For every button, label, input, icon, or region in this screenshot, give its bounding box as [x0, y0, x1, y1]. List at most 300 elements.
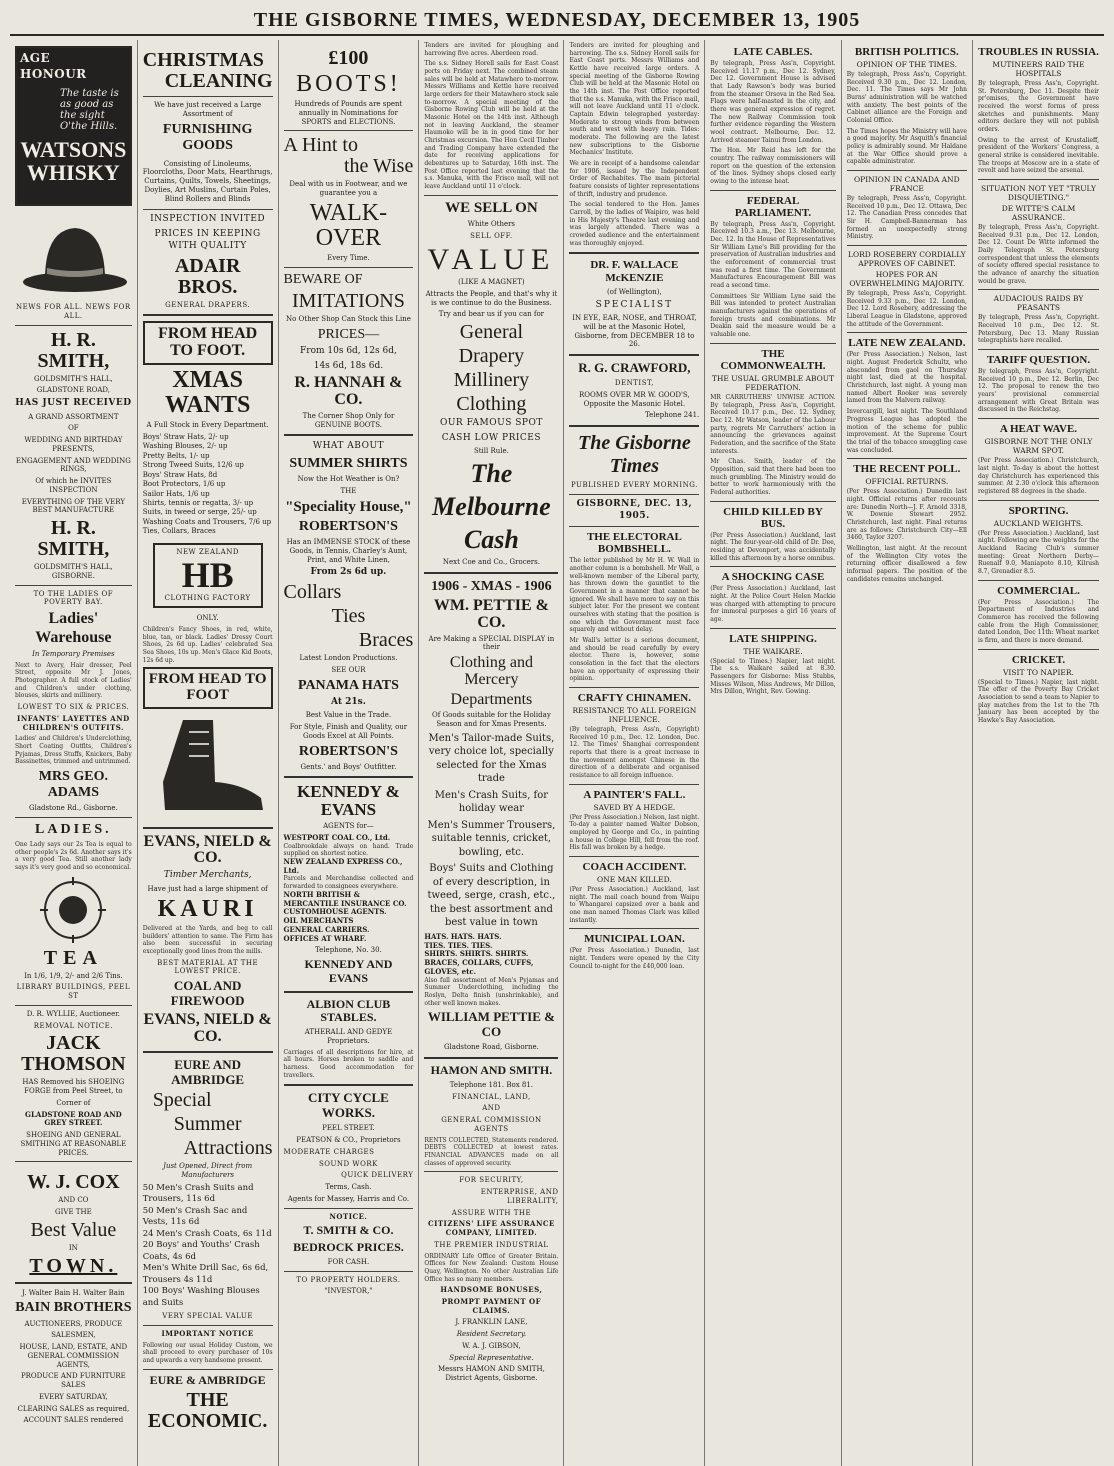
- tea-addr: LIBRARY BUILDINGS, PEEL ST: [16, 983, 131, 1001]
- smith-line-4: Of which he INVITES INSPECTION: [35, 477, 112, 494]
- jack-line-0: HAS Removed his SHOEING FORGE from Peel Street, to: [22, 1078, 125, 1096]
- hb-logo: [153, 543, 263, 608]
- xmas-clean-2: CLEANING: [164, 70, 273, 92]
- xmas-item: Ties, Collars, Braces: [142, 527, 216, 536]
- waikare-body: (Special to Times.) Napier, last night. The s.s. Waikare sailed at 8.30. Passengers for Gisborne: Miss Stubbs, Misses Wilson, Miss Andrews, Mr Dillon, Mrs Dillon, Wright, Rev. Gowing.: [710, 657, 836, 696]
- sporting-headline: SPORTING.: [1008, 504, 1069, 517]
- xmas-item: Washing Blouses, 2/- up: [142, 442, 228, 451]
- eure-ambridge: EURE AND AMBRIDGE: [171, 1056, 245, 1087]
- cox-town: TOWN.: [29, 1254, 118, 1277]
- attractions: Attractions: [183, 1137, 273, 1160]
- evans-mat: BEST MATERIAL AT THE LOWEST PRICE.: [157, 958, 259, 976]
- weights-body: (Per Press Association.) Auckland, last night. Following are the weights for the Auckland Racing Club's summer meeting: Great Northern Derby—Ruenalf 9.0, Maniapoto 8.10, Kilrush 8.7, Grenadier 8.5.: [977, 529, 1100, 575]
- prices-2: 14s 6d, 18s 6d.: [313, 360, 384, 371]
- clothing: Clothing: [456, 393, 527, 416]
- cox-in: IN: [68, 1243, 78, 1252]
- rob-line: Has an IMMENSE STOCK of these Goods, in Tennis, Charley's Aunt, Print, and White Linen,: [286, 538, 411, 564]
- prices-keeping: PRICES IN KEEPING WITH QUALITY: [154, 229, 261, 251]
- weights-sub: AUCKLAND WEIGHTS.: [993, 518, 1084, 528]
- script-the: The: [470, 459, 513, 489]
- security: FOR SECURITY,: [459, 1176, 524, 1185]
- child-headline: CHILD KILLED BY BUS.: [723, 505, 823, 530]
- hamon-and: AND: [482, 1104, 501, 1113]
- bain-line-4: EVERY SATURDAY,: [38, 1392, 108, 1401]
- attr-item: Men's White Drill Sac, 6s 6d, Trousers 4s 11d: [142, 1263, 269, 1285]
- bain-line-3: PRODUCE AND FURNITURE SALES: [20, 1372, 126, 1390]
- investor: "INVESTOR,": [324, 1287, 373, 1296]
- removal: REMOVAL NOTICE.: [33, 1021, 113, 1030]
- hamon-gen: GENERAL COMMISSION AGENTS: [441, 1116, 542, 1133]
- economic: THE ECONOMIC.: [147, 1389, 268, 1433]
- moderate: MODERATE CHARGES: [283, 1147, 375, 1156]
- commonwealth-sub: THE USUAL GRUMBLE ABOUT FEDERATION.: [711, 373, 835, 392]
- hint: A Hint to: [283, 134, 358, 157]
- kennedy-line: WESTPORT COAL CO., Ltd.: [283, 832, 391, 842]
- watsons-brand: WATSONS: [20, 137, 127, 163]
- pettie2-sub: Gladstone Road, Gisborne.: [443, 1043, 539, 1052]
- gibson: W. A. J. GIBSON,: [462, 1341, 521, 1350]
- dateline: GISBORNE, DEC. 13, 1905.: [576, 498, 693, 521]
- smith-sub: GLADSTONE ROAD,: [36, 386, 110, 395]
- tea-title: TEA: [43, 946, 103, 969]
- evans-nield: EVANS, NIELD & CO.: [143, 832, 272, 867]
- peasants-sub: AUDACIOUS RAIDS BY PEASANTS: [993, 294, 1084, 313]
- disquieting-sub: SITUATION NOT YET "TRULY DISQUIETING.": [980, 184, 1096, 203]
- adair-bros: ADAIR BROS.: [174, 254, 241, 298]
- attr-item: 50 Men's Crash Suits and Trousers, 11s 6d: [142, 1182, 254, 1205]
- british-headline: BRITISH POLITICS.: [854, 46, 959, 58]
- pettie-item: Men's Crash Suits, for holiday wear: [434, 789, 549, 815]
- rosebery-body: By telegraph, Press Ass'n, Copyright. Received 9.33 p.m., Dec 12. London, Dec 12. Lord Rosebery, addressing the Liberal League in Gladstone, approved the attitude of the Government.: [846, 290, 967, 328]
- child-body: (Per Press Association.) Auckland, last night. The four-year-old child of Dr. Dee, residing at Devonport, was accidentally killed this afternoon by a horse omnibus.: [710, 531, 836, 562]
- times-title: The Gisborne Times: [577, 432, 691, 478]
- bain-line-6: ACCOUNT SALES rendered: [23, 1416, 124, 1425]
- xmas-clean-1: CHRISTMAS: [142, 49, 264, 71]
- cricket-body: (Special to Times.) Napier, last night. The offer of the Poverty Bay Cricket Association to send a team to Napier to play matches from the 1st to the 7th January has been accepted by the Hawke's Bay Association.: [977, 678, 1100, 724]
- sound-work: SOUND WORK: [319, 1159, 378, 1168]
- hopes-sub: HOPES FOR AN OVERWHELMING MAJORITY.: [849, 270, 965, 289]
- crafty-sub: RESISTANCE TO ALL FOREIGN INFLUENCE.: [572, 706, 697, 724]
- ladies-intro: TO THE LADIES OF POVERTY BAY.: [33, 589, 114, 607]
- next-coe: Next Coe and Co., Grocers.: [442, 558, 540, 567]
- boots-title: BOOTS!: [296, 71, 401, 97]
- head-foot: FROM HEAD TO FOOT.: [143, 321, 273, 365]
- local-notes: The s.s. Sidney Horell sails for East Coast ports on Friday next. The combined steam sales will be held at Matawhero to-morrow. Messrs Williams and Kettle have received large orders for their Matawhero stock sale to-morrow. A special meeting of the Gisborne Rowing Club will be held at the Masonic Hotel on the 14th inst. Although not in leaving Auckland, the steamer Haumoko will be in in good time for her Christmas excursion. The Hon Cecil Timber and Trading Company have extended the date for receiving applications for debentures up to Saturday, 16th inst. The Post Office reported last evening that the s.s. Manuka, with the Frisco mail, will not leave Auckland until 11 o'clock.: [424, 60, 559, 191]
- hamon-tel: Telephone 181. Box 81.: [449, 1080, 534, 1089]
- robertson: ROBERTSON'S: [298, 519, 398, 534]
- latest: Latest London Productions.: [299, 654, 398, 663]
- commercial-headline: COMMERCIAL.: [997, 584, 1080, 597]
- sell-on: WE SELL ON: [445, 199, 538, 216]
- kennedy-line: CUSTOMHOUSE AGENTS.: [283, 907, 387, 917]
- column-4: Tenders are invited for ploughing and harrowing five acres. Aberdeen road. The s.s. Sidney Horell sails for East Coast ports on Friday next. The combined steam sales will be held at Matawhero to-morrow. Messrs Williams and Kettle have received large orders for their Matawhero stock sale to-morrow. A special meeting of the Gisborne Rowing Club will be held at the Masonic Hotel on the 14th inst. Although not in leaving Auckland, the steamer Haumoko will be in in good time for her Christmas excursion. The Hon Cecil Timber and Trading Company have extended the date for receiving applications for debentures up to Saturday, 16th inst. The Post Office reported last evening that the s.s. Manuka, with the Frisco mail, will not leave Auckland until 11 o'clock. WE SELL ON White Others SELL OFF. VALUE (LIKE A MAGNET) Attracts the People, and that's why it is we continue to do the Business. Try and bear us if you can for General Drapery Millinery Clothing OUR FAMOUS SPOT CASH LOW PRICES Still Rule. The Melbourne Cash Next Coe and Co., Grocers. 1906 - XMAS - 1906 WM. PETTIE & CO. Are Making a SPECIAL DISPLAY in their Clothing and Mercery Departments Of Goods suitable for the Holiday Season and for Xmas Presents. Men's Tailor-made Suits, very choice lot, specially selected for the Xmas trade Men's Crash Suits, for holiday wear Men's Summer Trousers, suitable tennis, cricket, bowling, etc. Boys' Suits and Clothing of every description, in tweed, serge, crash, etc., the best assortment and best value in town HATS. HATS. HATS. TIES. TIES. TIES. SHIRTS. SHIRTS. SHIRTS. BRACES, COLLARS, CUFFS, GLOVES, etc. Also full assortment of Men's Pyjamas and Summer Underclothing, including the Roslyn, Delta finish (unshrinkable), and other well known makes. WILLIAM PETTIE & CO Gladstone Road, Gisborne. HAMON AND SMITH. Telephone 181. Box 81. FINANCIAL, LAND, AND GENERAL COMMISSION AGENTS RENTS COLLECTED, Statements rendered. DEBTS COLLECTED at lowest rates. FINANCIAL ADVANCES made on all classes of approved security. FOR SECURITY, ENTERPRISE, AND LIBERALITY, ASSURE WITH THE CITIZENS' LIFE ASSURANCE COMPANY, LIMITED. THE PREMIER INDUSTRIAL ORDINARY Life Office of Greater Britain. Offices for New Zealand: Custom House Quay, Wellington. No other Australian Life Office has so many members. HANDSOME BONUSES, PROMPT PAYMENT OF CLAIMS. J. FRANKLIN LANE, Resident Secretary. W. A. J. GIBSON, Special Representative. Messrs HAMON AND SMITH, District Agents, Gisborne.: [419, 40, 564, 1466]
- attr-item: 50 Men's Crash Sac and Vests, 11s 6d: [142, 1205, 248, 1228]
- mckenzie: DR. F. WALLACE McKENZIE: [590, 259, 679, 285]
- poll-sub: OFFICIAL RETURNS.: [865, 477, 949, 487]
- gibson-sub: Special Representative.: [449, 1353, 534, 1362]
- style: For Style, Finish and Quality, our Goods Excel at All Points.: [289, 723, 408, 740]
- heat-body: (Per Press Association.) Christchurch, last night. To-day is about the hottest day Christchurch has experienced this summer. At 2.30 o'clock this afternoon registered 88 degrees in the shade.: [977, 457, 1100, 495]
- xmas-wants: XMAS WANTS: [164, 366, 251, 419]
- kauri: KAURI: [157, 895, 258, 922]
- furnishing-intro: We have just received a Large Assortment of: [154, 101, 262, 118]
- coal-firewood: COAL AND FIREWOOD: [170, 978, 245, 1009]
- column-5: Tenders are invited for ploughing and harrowing. The s.s. Sidney Horell sails for East Coast ports. Messrs Williams and Kettle have received large orders. A special meeting of the Gisborne Rowing Club will be held at the Masonic Hotel on the 14th inst. The Post Office reported that the s.s. Manuka, with the Frisco mail, will not leave Auckland until 11 o'clock. Captain Edwin telegraphed yesterday: Moderate to strong winds from between south and west with heavy rain. Tides: moderate. The following are the latest new subscriptions to the Gisborne Mechanics' Institute. We are in receipt of a handsome calendar for 1906, issued by the Independent Order of Rechabites. The main pictorial feature consists of lighter representations of thrift, industry and prudence. The social tendered to the Hon. James Carroll, by the ladies of Waipiro, was held in His Majesty's Theatre last evening and was largely attended. There was a crowded audience and the entertainment was thoroughly enjoyed. DR. F. WALLACE McKENZIE (of Wellington), SPECIALIST IN EYE, EAR, NOSE, and THROAT, will be at the Masonic Hotel, Gisborne, from DECEMBER 18 to 26. R. G. CRAWFORD, DENTIST, ROOMS OVER MR W. GOOD'S, Opposite the Masonic Hotel. Telephone 241. The Gisborne Times PUBLISHED EVERY MORNING. GISBORNE, DEC. 13, 1905. THE ELECTORAL BOMBSHELL. The letter published by Mr H. W. Wall in another column is a bombshell. Mr Wall, a well-known member of the Liberal party, has thrown down the gauntlet to the Government in a manner that cannot be ignored. We shall have more to say on this subject later. For the present we content ourselves with stating that the position is one which the Government must face squarely and without delay. Mr Wall's letter is a serious document, and should be read carefully by every elector. There is, however, some consolation in the fact that the electors have an opportunity of expressing their opinion. CRAFTY CHINAMEN. RESISTANCE TO ALL FOREIGN INFLUENCE. (By telegraph, Press Ass'n, Copyright) Received 10 p.m., Dec. 12. London, Dec. 12. The Times' Shanghai correspondent reports that there is a great increase in the movement amongst Chinese in the direction of a deliberate and organised resistance to all foreign influence. A PAINTER'S FALL. SAVED BY A HEDGE. (Per Press Association.) Nelson, last night. To-day a painter named Walter Dobson, employed by George and Co., in painting a house in College Hill, fell from the roof. His fall was broken by a hedge. COACH ACCIDENT. ONE MAN KILLED. (Per Press Association.) Auckland, last night. The mail coach bound from Waipu to Whangarei capsized over a bank and one man named Thomas Clark was killed instantly. MUNICIPAL LOAN. (Per Press Association.) Dunedin, last night. Tenders were opened by the City Council to-night for the £40,000 loan.: [564, 40, 705, 1466]
- watsons-product: WHISKY: [26, 160, 120, 186]
- smith-line-0: A GRAND ASSORTMENT: [28, 412, 119, 421]
- xmas-item: Suits, in tweed or serge, 25/- up: [142, 508, 257, 517]
- braces: Braces: [358, 629, 414, 652]
- ladies-sub: In Temporary Premises: [32, 649, 115, 658]
- smith-addr: GOLDSMITH'S HALL,: [34, 374, 113, 383]
- column-7: BRITISH POLITICS. OPINION OF THE TIMES. By telegraph, Press Ass'n, Copyright. Received 9.30 p.m., Dec 12. London, Dec. 11. The Times says Mr John Burns' administration will be watched with anxiety. The best points of the Cabinet alliance are the Foreign and Colonial Office. The Times hopes the Ministry will have a good majority. Mr Asquith's financial policy is admirably sound. Mr Haldane at the War Office should prove a capable administrator. OPINION IN CANADA AND FRANCE By telegraph, Press Ass'n, Copyright. Received 10 p.m., Dec 12. Ottawa, Dec 12. The Canadian Press concedes that Sir H. Campbell-Bannerman has formed an unexpectedly strong Ministry. LORD ROSEBERY CORDIALLY APPROVES OF CABINET. HOPES FOR AN OVERWHELMING MAJORITY. By telegraph, Press Ass'n, Copyright. Received 9.33 p.m., Dec 12. London, Dec 12. Lord Rosebery, addressing the Liberal League in Gladstone, approved the attitude of the Government. LATE NEW ZEALAND. (Per Press Association.) Nelson, last night. August Frederick Schultz, who absconded from gaol on Thursday night last, died at the hospital. Christchurch, last night. A young man named Albert Rooker was severely lamed from the Malvern railway. Invercargill, last night. The Southland Progress League has adopted the motion of the scheme for public improvement. At the Supreme Court the trial of the tobacco smuggling case was concluded. THE RECENT POLL. OFFICIAL RETURNS. (Per Press Association.) Dunedin last night. Official returns after recounts are: Dunedin North—J. F. Arnold 3318, W. Downie Stewart 2952. Christchurch, last night. Final returns are as follows: Christchurch City—Ell 3460, Taylor 3207. Wellington, last night. At the recount of the Wellington City votes the returning officer disallowed a few informal papers. The position of the candidates remains unchanged.: [842, 40, 973, 1466]
- shirts-q: WHAT ABOUT: [312, 441, 385, 452]
- bowler-hat-image: [15, 210, 132, 300]
- xmas-item: Boys' Straw Hats, 2/- up: [142, 432, 229, 441]
- hamon-fin: FINANCIAL, LAND,: [452, 1092, 531, 1101]
- prompt: PROMPT PAYMENT OF CLAIMS.: [441, 1296, 542, 1315]
- summer-shirts: SUMMER SHIRTS: [289, 456, 408, 472]
- liberality: LIBERALITY,: [506, 1196, 559, 1205]
- wyllie: D. R. WYLLIE, Auctioneer.: [26, 1009, 121, 1018]
- hb-top: NEW ZEALAND: [176, 547, 239, 556]
- notice: NOTICE.: [329, 1211, 368, 1221]
- pettie-2: WILLIAM PETTIE & CO: [427, 1009, 555, 1040]
- cox: W. J. COX: [27, 1171, 120, 1194]
- terms: Terms, Cash.: [325, 1183, 372, 1192]
- xmas-item: Pretty Belts, 1/- up: [142, 451, 210, 460]
- smith-addr-2: GOLDSMITH'S HALL, GISBORNE.: [34, 563, 113, 580]
- tenders: Tenders are invited for ploughing and harrowing five acres. Aberdeen road.: [424, 42, 559, 57]
- prices: PRICES—: [317, 326, 380, 342]
- ladies-title: Ladies' Warehouse: [35, 610, 112, 646]
- kennedy-2: KENNEDY AND EVANS: [304, 957, 393, 985]
- hb-sub: CLOTHING FACTORY: [164, 594, 251, 603]
- script-cash: Cash: [463, 525, 519, 555]
- smith-name-2: H. R. SMITH,: [37, 517, 110, 561]
- panama: PANAMA HATS: [297, 677, 399, 693]
- ties: Ties: [331, 605, 366, 628]
- bain-line-0: AUCTIONEERS, PRODUCE: [24, 1319, 123, 1328]
- xmas-item: Shirts, tennis or regatta, 3/- up: [142, 499, 254, 508]
- pettie-dept: Clothing and Mercery: [449, 654, 533, 688]
- hat-icon: [15, 210, 135, 300]
- attr-intro: Just Opened, Direct from Manufacturers: [163, 1162, 253, 1180]
- kennedy-line: OFFICES AT WHARF.: [283, 933, 367, 943]
- kennedy-line: GENERAL CARRIERS.: [283, 924, 370, 934]
- crawford-addr: ROOMS OVER MR W. GOOD'S, Opposite the Masonic Hotel.: [579, 390, 690, 408]
- canada-sub: OPINION IN CANADA AND FRANCE: [854, 175, 960, 194]
- mckenzie-sub: (of Wellington),: [607, 287, 662, 296]
- pettie-list: [424, 732, 558, 930]
- cash-low: CASH LOW PRICES: [441, 432, 542, 443]
- lane: J. FRANKLIN LANE,: [455, 1318, 528, 1327]
- kennedy-line: NORTH BRITISH & MERCANTILE INSURANCE CO.: [283, 889, 407, 908]
- bain-line-2: HOUSE, LAND, ESTATE, AND GENERAL COMMISSION AGENTS,: [19, 1343, 128, 1369]
- furnishing-list: Consisting of Linoleums, Floorcloths, Door Mats, Hearthrugs, Curtains, Quilts, Towels, Sheetings, Doylies, Art Muslins, Curtain Poles, Blind Rollers and Blinds: [142, 159, 273, 203]
- troubles-headline: TROUBLES IN RUSSIA.: [978, 46, 1099, 58]
- quick-delivery: QUICK DELIVERY: [341, 1171, 414, 1180]
- still: Still Rule.: [473, 447, 509, 456]
- pettie-year: 1906 - XMAS - 1906: [431, 578, 552, 594]
- commonwealth-headline: THE COMMONWEALTH.: [720, 347, 826, 372]
- enterprise: ENTERPRISE, AND: [480, 1188, 559, 1197]
- property: TO PROPERTY HOLDERS.: [296, 1275, 401, 1284]
- kennedy: KENNEDY & EVANS: [297, 782, 400, 820]
- poll-headline: THE RECENT POLL.: [853, 463, 961, 476]
- smith-name: H. R. SMITH,: [37, 328, 110, 372]
- xmas-wants-sub: A Full Stock in Every Department.: [146, 421, 269, 430]
- evans-nield-2: EVANS, NIELD & CO.: [143, 1010, 272, 1045]
- adair-sub: GENERAL DRAPERS.: [165, 300, 251, 309]
- specialist: SPECIALIST: [595, 299, 674, 310]
- column-3: £100 BOOTS! Hundreds of Pounds are spent annually in Nominations for SPORTS and ELECTIONS. A Hint to the Wise Deal with us in Footwear, and we guarantee you a WALK-OVER Every Time. BEWARE OF IMITATIONS No Other Shop Can Stock this Line PRICES— From 10s 6d, 12s 6d, 14s 6d, 18s 6d. R. HANNAH & CO. The Corner Shop Only for GENUINE BOOTS. WHAT ABOUT SUMMER SHIRTS Now the Hot Weather is On? THE "Speciality House," ROBERTSON'S Has an IMMENSE STOCK of these Goods, in Tennis, Charley's Aunt, Print, and White Linen, From 2s 6d up. Collars Ties Braces Latest London Productions. SEE OUR PANAMA HATS At 21s. Best Value in the Trade. For Style, Finish and Quality, our Goods Excel at All Points. ROBERTSON'S Gents.' and Boys' Outfitter. KENNEDY & EVANS AGENTS for— WESTPORT COAL CO., Ltd. Coalbrookdale always on hand. Trade supplied on shortest notice. NEW ZEALAND EXPRESS CO., Ltd. Parcels and Merchandise collected and forwarded to consignees everywhere. NORTH BRITISH & MERCANTILE INSURANCE CO. CUSTOMHOUSE AGENTS. OIL MERCHANTS GENERAL CARRIERS. OFFICES AT WHARF. Telephone, No. 30. KENNEDY AND EVANS ALBION CLUB STABLES. ATHERALL AND GEDYE Proprietors. Carriages of all descriptions for hire, at all hours. Horses broken to saddle and harness. Good accommodation for travellers. CITY CYCLE WORKS. PEEL STREET. PEATSON & CO., Proprietors MODERATE CHARGES SOUND WORK QUICK DELIVERY Terms, Cash. Agents for Massey, Harris and Co. NOTICE. T. SMITH & CO. BEDROCK PRICES. FOR CASH. TO PROPERTY HOLDERS. "INVESTOR,": [279, 40, 420, 1466]
- cricket-sub: VISIT TO NAPIER.: [1003, 667, 1074, 677]
- hot-weather: Now the Hot Weather is On?: [297, 475, 400, 484]
- electoral-headline: THE ELECTORAL BOMBSHELL.: [586, 531, 682, 556]
- massey: Agents for Massey, Harris and Co.: [287, 1194, 410, 1203]
- column-1: AGE HONOUR The taste is as good as the sight O'the Hills. WATSONS WHISKY NEWS FOR ALL. NEWS FOR ALL. H. R. SMITH, GOLDSMITH'S HALL, GLADSTONE ROAD, HAS JUST RECEIVED A GRAND ASSORTMENT OF WEDDING AND BIRTHDAY PRESENTS, ENGAGEMENT AND WEDDING RINGS, Of which he INVITES INSPECTION EVERYTHING OF THE VERY BEST MANUFACTURE H. R. SMITH, GOLDSMITH'S HALL, GISBORNE. TO THE LADIES OF POVERTY BAY. Ladies' Warehouse In Temporary Premises Next to Avery, Hair dresser, Peel Street, opposite Mr J. Jones, Photographer. A full stock of Ladies' and Children's under clothing, blouses, skirts and millinery. LOWEST TO SIX & PRICES. INFANTS' LAYETTES AND CHILDREN'S OUTFITS. Ladies' and Children's Underclothing, Short Coating Outfits, Children's Pyjamas, Dress Stuffs, Knickers, Baby Bassinettes, trimmed and untrimmed. MRS GEO. ADAMS Gladstone Rd., Gisborne. LADIES. One Lady says our 2s Tea is equal to other people's 2s 6d. Another says it's a very good Tea. Still another lady says it's very good and so economical. TEA In 1/6, 1/9, 2/- and 2/6 Tins. LIBRARY BUILDINGS, PEEL ST D. R. WYLLIE, Auctioneer. REMOVAL NOTICE. JACK THOMSON HAS Removed his SHOEING FORGE from Peel Street, to Corner of GLADSTONE ROAD AND GREY STREET. SHOEING AND GENERAL SMITHING AT REASONABLE PRICES. W. J. COX AND CO GIVE THE Best Value IN TOWN. J. Walter Bain H. Walter Bain BAIN BROTHERS AUCTIONEERS, PRODUCE SALESMEN, HOUSE, LAND, ESTATE, AND GENERAL COMMISSION AGENTS, PRODUCE AND FURNITURE SALES EVERY SATURDAY, CLEARING SALES as required, ACCOUNT SALES rendered: [10, 40, 138, 1466]
- evans-sub: Timber Merchants,: [163, 870, 252, 881]
- coach-sub: ONE MAN KILLED.: [597, 875, 672, 885]
- agents: Messrs HAMON AND SMITH, District Agents, Gisborne.: [437, 1365, 545, 1383]
- cox-line-1: GIVE THE: [55, 1208, 92, 1217]
- ladies-2: LADIES.: [35, 821, 112, 837]
- cycle: CITY CYCLE WORKS.: [308, 1090, 389, 1121]
- kennedy-tel: Telephone, No. 30.: [315, 946, 382, 955]
- eure-ambridge-2: EURE & AMBRIDGE: [149, 1372, 266, 1387]
- bain-line-1: SALESMEN,: [51, 1331, 96, 1340]
- crawford-sub: DENTIST,: [614, 379, 654, 388]
- heat-headline: A HEAT WAVE.: [999, 423, 1078, 436]
- bain: BAIN BROTHERS: [15, 1300, 132, 1316]
- watsons-honour: HONOUR: [20, 66, 87, 81]
- crawford-tel: Telephone 241.: [644, 411, 700, 420]
- millinery: Millinery: [453, 369, 530, 392]
- commonwealth-body: MR CARRUTHERS' UNWISE ACTION. By telegraph, Press Ass'n, Copyright. Received 10.17 p.m., Dec. 12. Sydney, Dec 12. Mr Watson, leader of the Labour party, regrets Mr Carruthers' action in announcing the grievances against Federation, and the sacrifice of the State interests.: [710, 393, 836, 455]
- hat-caption: NEWS FOR ALL. NEWS FOR ALL.: [16, 303, 131, 320]
- columns: [10, 40, 1104, 1466]
- panama-val: Best Value in the Trade.: [305, 711, 392, 720]
- bain-line-5: CLEARING SALES as required,: [17, 1404, 130, 1413]
- sell-off: SELL OFF.: [470, 231, 513, 240]
- rob-price: From 2s 6d up.: [310, 567, 387, 578]
- boots-price: £100: [328, 47, 369, 69]
- xmas-item: Strong Tweed Suits, 12/6 up: [142, 461, 244, 470]
- adams-addr: Gladstone Rd., Gisborne.: [28, 804, 118, 813]
- head-foot-2: FROM HEAD TO FOOT: [143, 667, 273, 709]
- hats: HATS. HATS. HATS.: [424, 931, 502, 941]
- watsons-tagline: The taste is as good as the sight O'the Hills.: [60, 88, 119, 133]
- see-our: SEE OUR: [331, 665, 366, 674]
- xmas-list: [143, 433, 273, 537]
- special: Special: [152, 1089, 212, 1112]
- magnet: (LIKE A MAGNET): [458, 278, 525, 287]
- attr-list: [143, 1183, 273, 1309]
- albion: ALBION CLUB STABLES.: [306, 996, 391, 1025]
- poll-body: (Per Press Association.) Dunedin last night. Official returns after recounts are: Dunedin North—J. F. Arnold 3318, W. Downie Stewart 2952. Christchurch, last night. Final returns are as follows: Christchurch City—Ell 3460, Taylor 3207.: [846, 488, 967, 542]
- hamon: HAMON AND SMITH.: [430, 1063, 553, 1078]
- loan-body: (Per Press Association.) Dunedin, last night. Tenders were opened by the City Council to-night for the £40,000 loan.: [569, 947, 700, 970]
- mutineers-sub: MUTINEERS RAID THE HOSPITALS: [992, 60, 1085, 78]
- adams: MRS GEO. ADAMS: [38, 769, 108, 801]
- tea-prices: In 1/6, 1/9, 2/- and 2/6 Tins.: [24, 971, 123, 980]
- premier: THE PREMIER INDUSTRIAL: [434, 1240, 549, 1249]
- watsons-ad: [15, 46, 132, 206]
- painter-sub: SAVED BY A HEDGE.: [593, 802, 676, 812]
- coach-body: (Per Press Association.) Auckland, last night. The mail coach bound from Waipu to Whangarei capsized over a bank and one man named Thomas Clark was killed instantly.: [569, 886, 700, 924]
- published: PUBLISHED EVERY MORNING.: [570, 481, 698, 490]
- hannah: R. HANNAH & CO.: [294, 374, 403, 409]
- brocks-sub: FOR CASH.: [327, 1257, 370, 1266]
- every-time: Every Time.: [327, 254, 370, 263]
- boots-sub: Hundreds of Pounds are spent annually in Nominations for SPORTS and ELECTIONS.: [294, 100, 403, 126]
- cycle-sub: PEEL STREET.: [322, 1124, 375, 1133]
- british-body: By telegraph, Press Ass'n, Copyright. Received 9.30 p.m., Dec 12. London, Dec. 11. The Times says Mr John Burns' administration will be watched with anxiety. The best points of the Cabinet alliance are the Foreign and Colonial Office.: [846, 71, 967, 125]
- rosebery-sub: LORD ROSEBERY CORDIALLY APPROVES OF CABINET.: [847, 250, 966, 269]
- painter-headline: A PAINTER'S FALL.: [583, 788, 686, 801]
- cox-value: Best Value: [30, 1218, 117, 1241]
- xmas-item: Boot Protectors, 1/6 up: [142, 480, 226, 489]
- hb-only: ONLY.: [196, 614, 219, 623]
- electoral-body: The letter published by Mr H. W. Wall in another column is a bombshell. Mr Wall, a well-known member of the Liberal party, has thrown down the gauntlet to the Government in a manner that cannot be ignored. We shall have more to say on this subject later. For the present we content ourselves with stating that the position is one which the Government must face squarely and without delay.: [569, 557, 700, 634]
- waikare-sub: THE WAIKARE.: [743, 646, 803, 656]
- famous: OUR FAMOUS SPOT: [439, 418, 543, 429]
- witte-sub: DE WITTE'S CALM ASSURANCE.: [1001, 204, 1076, 223]
- peasants-body: By telegraph, Press Ass'n, Copyright. Received 10 p.m., Dec 12. St. Petersburg, Dec 13. Many Russian telegraphists have recalled.: [977, 314, 1100, 345]
- sun-emblem-icon: [38, 875, 108, 945]
- inspection: INSPECTION INVITED: [150, 214, 266, 225]
- boot-image: [143, 712, 273, 822]
- tariff-body: By telegraph, Press Ass'n, Copyright. Received 10 p.m., Dec 12. Berlin, Dec 12. The proposal to renew the two years' provisional commercial arrangement with Great Britain was discussed in the Reichstag.: [977, 368, 1100, 414]
- crawford: R. G. CRAWFORD,: [578, 360, 691, 376]
- late-nz-headline: LATE NEW ZEALAND.: [848, 337, 966, 350]
- smith-line-2: WEDDING AND BIRTHDAY PRESENTS,: [24, 436, 123, 453]
- pettie-item: Men's Summer Trousers, suitable tennis, cricket, bowling, etc.: [427, 819, 556, 858]
- try: Try and bear us if you can for: [438, 310, 545, 319]
- citizens: CITIZENS' LIFE ASSURANCE COMPANY, LIMITED.: [428, 1219, 555, 1238]
- value: VALUE: [427, 242, 556, 276]
- cox-line-0: AND CO: [58, 1196, 89, 1205]
- smith-line-5: EVERYTHING OF THE VERY BEST MANUFACTURE: [21, 497, 125, 515]
- xmas-item: Sailor Hats, 1/6 up: [142, 489, 210, 498]
- kennedy-line: OIL MERCHANTS: [283, 916, 354, 926]
- federal-headline: FEDERAL PARLIAMENT.: [734, 194, 812, 219]
- walkover: WALK-OVER: [309, 199, 388, 252]
- evans-line: Have just had a large shipment of: [147, 884, 268, 893]
- ties-2: TIES. TIES. TIES.: [424, 940, 493, 950]
- attracts: Attracts the People, and that's why it is we continue to do the Business.: [425, 289, 558, 307]
- imitations: IMITATIONS: [292, 290, 405, 313]
- jack-line-1: Corner of: [56, 1098, 91, 1107]
- cycle-name: PEATSON & CO., Proprietors: [296, 1136, 401, 1145]
- pettie-item: Men's Tailor-made Suits, very choice lot, specially selected for the Xmas trade: [428, 732, 555, 785]
- summer: Summer: [173, 1113, 242, 1136]
- furnishing-title: FURNISHING GOODS: [162, 121, 253, 153]
- attr-value: VERY SPECIAL VALUE: [162, 1312, 253, 1321]
- heat-sub: GISBORNE NOT THE ONLY WARM SPOT.: [984, 437, 1093, 456]
- cricket-headline: CRICKET.: [1011, 653, 1066, 666]
- crafty-body: (By telegraph, Press Ass'n, Copyright) Received 10 p.m., Dec. 12. London, Dec. 12. The Times' Shanghai correspondent reports that there is a great increase in the movement amongst Chinese in the direction of a deliberate and organised resistance to all foreign influence.: [569, 726, 700, 780]
- other-shop: No Other Shop Can Stock this Line: [285, 315, 411, 324]
- attr-item: 20 Boys' and Youths' Crash Coats, 4s 6d: [142, 1240, 260, 1262]
- attr-item: 24 Men's Crash Coats, 6s 11d: [142, 1228, 272, 1239]
- the-label: THE: [340, 487, 357, 495]
- cables-body: By telegraph, Press Ass'n, Copyright. Received 11.17 p.m., Dec 12. Sydney, Dec 12. Government House is advised that Lady Rawson's body was buried from the steamer Orsova in the Red Sea. Flags were half-masted in the city, and there was general expression of regret. The new Railway Commission took further evidence regarding the Western wool contract. Melbourne, Dec. 12. Arrived steamer Tainui from London.: [710, 60, 836, 144]
- commercial-body: (Per Press Association.) The Department of Industries and Commerce has received the following cable from the High Commissioner, dated London, Dec 11th: Wheat market is firm, and there is more demand.: [977, 598, 1100, 644]
- handsome: HANDSOME BONUSES,: [440, 1285, 543, 1295]
- column-6: LATE CABLES. By telegraph, Press Ass'n, Copyright. Received 11.17 p.m., Dec 12. Sydney, Dec 12. Government House is advised that Lady Rawson's body was buried from the steamer Orsova in the Red Sea. Flags were half-masted in the city, and there was general expression of regret. The new Railway Commission took further evidence regarding the Western wool contract. Melbourne, Dec. 12. Arrived steamer Tainui from London. The Hon. Mr Reid has left for the country. The railway commissioners will report on the question of the extension of the lines. Sydney shops closed early owing to the intense heat. FEDERAL PARLIAMENT. By telegraph, Press Ass'n, Copyright. Received 10.3 a.m., Dec 13. Melbourne, Dec. 12. In the House of Representatives Sir William Lyne's Bill providing for the preservation of Australian industries and the enforcement of commercial trust was read a first time. The Government Manufactures Encouragement Bill was read a second time. Committees Sir William Lyne said the Bill was intended to protect Australian manufacturers against the operations of foreign trusts and combinations. Mr Deakin said the measure would be a valuable one. THE COMMONWEALTH. THE USUAL GRUMBLE ABOUT FEDERATION. MR CARRUTHERS' UNWISE ACTION. By telegraph, Press Ass'n, Copyright. Received 10.17 p.m., Dec. 12. Sydney, Dec 12. Mr Watson, leader of the Labour party, regrets Mr Carruthers' action in announcing the grievances against Federation, and the sacrifice of the State interests. Mr Chas. Smith, leader of the Opposition, said that there had been too much grumbling. The Ministry would do better to work harmoniously with the Federal authorities. CHILD KILLED BY BUS. (Per Press Association.) Auckland, last night. The four-year-old child of Dr. Dee, residing at Devonport, was accidentally killed this afternoon by a horse omnibus. A SHOCKING CASE (Per Press Association.) Auckland, last night. At the Police Court Helen Mackie was charged with attempting to procure for immoral purposes a girl 16 years of age. LATE SHIPPING. THE WAIKARE. (Special to Times.) Napier, last night. The s.s. Waikare sailed at 8.30. Passengers for Gisborne: Miss Stubbs, Misses Wilson, Miss Andrews, Mr Dillon, Mrs Dillon, Wright, Rev. Gowing.: [705, 40, 841, 1466]
- xmas-item: Washing Coats and Trousers, 7/6 up: [142, 517, 272, 526]
- wise: the Wise: [343, 155, 414, 178]
- late-cables-headline: LATE CABLES.: [733, 46, 813, 58]
- witte-body: By telegraph, Press Ass'n, Copyright. Received 9.31 p.m., Dec 12. London, Dec 12. Count De Witte informed the Daily Telegraph St. Petersburg correspondent that unless the elements of society offered special resistance to the advance of anarchy the situation would be grave.: [977, 224, 1100, 285]
- jack-thomson: JACK THOMSON: [21, 1032, 126, 1076]
- xmas-item: Boys' Straw Hats, 8d: [142, 470, 218, 479]
- pettie-dept-2: Departments: [450, 690, 533, 708]
- shocking-body: (Per Press Association.) Auckland, last night. At the Police Court Helen Mackie was charged with attempting to procure for immoral purposes a girl 16 years of age.: [710, 585, 836, 623]
- pettie: WM. PETTIE & CO.: [433, 596, 549, 631]
- pettie-goods: Of Goods suitable for the Holiday Season and for Xmas Presents.: [432, 711, 551, 729]
- sell-sub: White Others: [467, 220, 516, 229]
- assure: ASSURE WITH THE: [451, 1208, 532, 1217]
- loan-headline: MUNICIPAL LOAN.: [584, 933, 685, 946]
- general: General: [459, 321, 524, 344]
- tea-emblem: [15, 875, 132, 945]
- late-nz-body: (Per Press Association.) Nelson, last night. August Frederick Schultz, who absconded from gaol on Thursday night last, died at the hospital. Christchurch, last night. A young man named Albert Rooker was severely lamed from the Malvern railway.: [846, 351, 967, 405]
- shocking-headline: A SHOCKING CASE: [721, 571, 825, 584]
- deal: Deal with us in Footwear, and we guarantee you a: [289, 180, 408, 198]
- brocks: BEDROCK PRICES.: [293, 1240, 404, 1255]
- drapery: Drapery: [458, 345, 525, 368]
- albion-sub: ATHERALL AND GEDYE Proprietors.: [304, 1028, 393, 1045]
- infants: INFANTS' LAYETTES AND CHILDREN'S OUTFITS.: [17, 713, 130, 732]
- smith-line-1: OF: [68, 424, 79, 433]
- painter-body: (Per Press Association.) Nelson, last night. To-day a painter named Walter Dobson, employed by George and Co., in painting a house in College Hill, fell from the roof. His fall was broken by a hedge.: [569, 813, 700, 852]
- opinion-sub: OPINION OF THE TIMES.: [856, 60, 957, 69]
- column-2: CHRISTMAS CLEANING We have just received a Large Assortment of FURNISHING GOODS Consisting of Linoleums, Floorcloths, Door Mats, Hearthrugs, Curtains, Quilts, Towels, Sheetings, Doylies, Art Muslins, Curtain Poles, Blind Rollers and Blinds INSPECTION INVITED PRICES IN KEEPING WITH QUALITY ADAIR BROS. GENERAL DRAPERS. FROM HEAD TO FOOT. XMAS WANTS A Full Stock in Every Department. Boys' Straw Hats, 2/- up Washing Blouses, 2/- up Pretty Belts, 1/- up Strong Tweed Suits, 12/6 up Boys' Straw Hats, 8d Boot Protectors, 1/6 up Sailor Hats, 1/6 up Shirts, tennis or regatta, 3/- up Suits, in tweed or serge, 25/- up Washing Coats and Trousers, 7/6 up Ties, Collars, Braces NEW ZEALAND HB CLOTHING FACTORY ONLY. Children's Fancy Shoes, in red, white, blue, tan, or black. Ladies' Dressy Court Shoes, 2s 6d up. Ladies' celebrated Sea Sea Shoes, 10s up. Men's Glace Kid Boots, 12s 6d up. FROM HEAD TO FOOT EVANS, NIELD & CO. Timber Merchants, Have just had a large shipment of KAURI Delivered at the Yards, and beg to call builders' attention to same. The Firm has also been successful in securing exceptionally good lines from the mills. BEST MATERIAL AT THE LOWEST PRICE. COAL AND FIREWOOD EVANS, NIELD & CO. EURE AND AMBRIDGE Special Summer Attractions Just Opened, Direct from Manufacturers 50 Men's Crash Suits and Trousers, 11s 6d 50 Men's Crash Sac and Vests, 11s 6d 24 Men's Crash Coats, 6s 11d 20 Boys' and Youths' Crash Coats, 4s 6d Men's White Drill Sac, 6s 6d, Trousers 4s 11d 100 Boys' Washing Blouses and Suits VERY SPECIAL VALUE IMPORTANT NOTICE Following our usual Holiday Custom, we shall proceed to every purchaser of 10s and upwards a very handsome present. EURE & AMBRIDGE THE ECONOMIC.: [138, 40, 279, 1466]
- mckenzie-line: IN EYE, EAR, NOSE, and THROAT, will be at the Masonic Hotel, Gisborne, from DECEMBER 18 to 26.: [572, 314, 697, 349]
- hannah-sub: The Corner Shop Only for GENUINE BOOTS.: [302, 411, 395, 429]
- hb-letters: HB: [181, 554, 234, 595]
- smith-line-3: ENGAGEMENT AND WEDDING RINGS,: [15, 456, 131, 474]
- jack-line-2: GLADSTONE ROAD AND GREY STREET.: [25, 1109, 122, 1128]
- jack-line-3: SHOEING AND GENERAL SMITHING AT REASONABLE PRICES.: [20, 1131, 127, 1157]
- pettie-item: Boys' Suits and Clothing of every description, in tweed, serge, crash, etc., the best assortment and best value in town: [427, 863, 556, 929]
- shipping-headline: LATE SHIPPING.: [729, 632, 817, 645]
- masthead: [10, 6, 1104, 36]
- script-melbourne: Melbourne: [432, 492, 551, 522]
- troubles-body: By telegraph, Press Ass'n, Copyright. St. Petersburg, Dec 11. Despite their pr'omises, the Government have received the worst forms of press sketches and punishments. Many editors declare they will not publish orders.: [977, 80, 1100, 134]
- kennedy-line: NEW ZEALAND EXPRESS CO., Ltd.: [283, 856, 403, 875]
- watsons-top: AGE: [20, 51, 51, 65]
- spec-house: "Speciality House,": [285, 498, 412, 515]
- tsmith: T. SMITH & CO.: [303, 1223, 394, 1238]
- attr-item: 100 Boys' Washing Blouses and Suits: [142, 1286, 260, 1308]
- coach-headline: COACH ACCIDENT.: [582, 861, 687, 874]
- smith-received: HAS JUST RECEIVED: [15, 398, 132, 408]
- boot-icon: [143, 712, 273, 822]
- pettie-sub: Are Making a SPECIAL DISPLAY in their: [428, 634, 555, 652]
- panama-price: At 21s.: [331, 696, 366, 707]
- beware: BEWARE OF: [283, 272, 363, 288]
- robertson-2: ROBERTSON'S: [298, 743, 398, 759]
- rob2-sub: Gents.' and Boys' Outfitter.: [300, 762, 397, 771]
- prices-1: From 10s 6d, 12s 6d,: [300, 346, 397, 356]
- crafty-headline: CRAFTY CHINAMEN.: [577, 692, 692, 704]
- notice: IMPORTANT NOTICE: [161, 1328, 254, 1338]
- column-8: TROUBLES IN RUSSIA. MUTINEERS RAID THE HOSPITALS By telegraph, Press Ass'n, Copyright. St. Petersburg, Dec 11. Despite their pr'omises, the Government have received the worst forms of press sketches and punishments. Many editors declare they will not publish orders. Owing to the arrest of Krustalieff, president of the Workers' Congress, a general strike is considered inevitable. The troops at Moscow are in a state of revolt and have seized the arsenal. SITUATION NOT YET "TRULY DISQUIETING." DE WITTE'S CALM ASSURANCE. By telegraph, Press Ass'n, Copyright. Received 9.31 p.m., Dec 12. London, Dec 12. Count De Witte informed the Daily Telegraph St. Petersburg correspondent that unless the elements of society offered special resistance to the advance of anarchy the situation would be grave. AUDACIOUS RAIDS BY PEASANTS By telegraph, Press Ass'n, Copyright. Received 10 p.m., Dec 12. St. Petersburg, Dec 13. Many Russian telegraphists have recalled. TARIFF QUESTION. By telegraph, Press Ass'n, Copyright. Received 10 p.m., Dec 12. Berlin, Dec 12. The proposal to renew the two years' provisional commercial arrangement with Great Britain was discussed in the Reichstag. A HEAT WAVE. GISBORNE NOT THE ONLY WARM SPOT. (Per Press Association.) Christchurch, last night. To-day is about the hottest day Christchurch has experienced this summer. At 2.30 o'clock this afternoon registered 88 degrees in the shade. SPORTING. AUCKLAND WEIGHTS. (Per Press Association.) Auckland, last night. Following are the weights for the Auckland Racing Club's summer meeting: Great Northern Derby—Ruenalf 9.0, Maniapoto 8.10, Kilrush 8.7, Grenadier 8.5. COMMERCIAL. (Per Press Association.) The Department of Industries and Commerce has received the following cable from the High Commissioner, dated London, Dec 11th: Wheat market is firm, and there is more demand. CRICKET. VISIT TO NAPIER. (Special to Times.) Napier, last night. The offer of the Poverty Bay Cricket Association to send a team to Napier to play matches from the 1st to the 7th January has been accepted by the Hawke's Bay Association.: [977, 46, 1100, 724]
